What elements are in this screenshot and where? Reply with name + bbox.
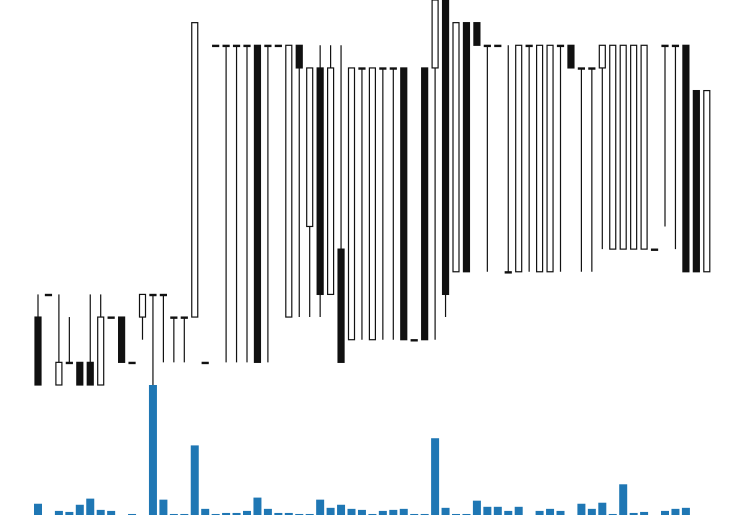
candle-body-down: [422, 68, 428, 340]
candle-body-up: [495, 45, 501, 46]
candle-body-up: [160, 294, 166, 295]
candle-body-up: [275, 45, 281, 46]
candle-body-up: [181, 317, 187, 318]
candle-body-up: [286, 45, 292, 317]
candle-body-up: [537, 45, 543, 271]
candle-body-up: [704, 91, 710, 272]
candle-body-up: [547, 45, 553, 271]
volume-bar: [97, 510, 105, 515]
volume-bar: [546, 509, 554, 515]
volume-bar: [379, 511, 387, 515]
candle-body-down: [683, 45, 689, 271]
candle-body-up: [652, 249, 658, 250]
candle-body-up: [359, 68, 365, 69]
candle-body-down: [474, 23, 480, 46]
candle-body-up: [66, 362, 72, 363]
volume-bar: [400, 509, 408, 515]
candle-body-up: [516, 45, 522, 271]
candle-body-up: [171, 317, 177, 318]
candle-body-up: [589, 68, 595, 69]
candle-body-down: [77, 362, 83, 385]
volume-bar: [494, 507, 502, 515]
candle-body-up: [265, 45, 271, 46]
volume-bar: [191, 445, 199, 515]
volume-bar: [598, 503, 606, 515]
candle-body-up: [599, 45, 605, 68]
candle-body-up: [349, 68, 355, 340]
volume-bar: [588, 509, 596, 515]
candle-body-up: [610, 45, 616, 249]
candle-body-up: [641, 45, 647, 249]
volume-bar: [243, 511, 251, 515]
candle-body-up: [192, 23, 198, 317]
volume-bar: [34, 504, 42, 515]
candle-body-up: [390, 68, 396, 69]
candle-body-down: [35, 317, 41, 385]
volume-bar: [536, 511, 544, 515]
candle-body-up: [558, 45, 564, 46]
candle-body-up: [620, 45, 626, 249]
volume-bar: [557, 511, 565, 515]
volume-bar: [55, 511, 63, 515]
candle-body-down: [254, 45, 260, 362]
volume-bar: [316, 500, 324, 515]
candle-body-up: [244, 45, 250, 46]
volume-bar: [337, 505, 345, 515]
candle-body-up: [526, 45, 532, 46]
volume-bar: [76, 505, 84, 515]
candle-body-down: [401, 68, 407, 340]
volume-bar: [577, 504, 585, 515]
volume-bar: [389, 510, 397, 515]
candle-body-up: [662, 45, 668, 46]
candle-body-up: [56, 362, 62, 385]
candle-body-down: [443, 0, 449, 294]
candle-body-up: [328, 68, 334, 294]
candle-body-down: [119, 317, 125, 362]
volume-bar: [159, 500, 167, 515]
volume-bar: [515, 507, 523, 515]
volume-bar: [431, 438, 439, 515]
volume-bar: [201, 509, 209, 515]
candle-body-up: [307, 68, 313, 227]
candle-body-up: [98, 317, 104, 385]
volume-bar: [264, 509, 272, 515]
volume-bar: [619, 484, 627, 515]
candle-body-down: [296, 45, 302, 68]
candle-body-up: [213, 45, 219, 46]
candle-body-up: [150, 294, 156, 295]
candle-body-up: [631, 45, 637, 249]
volume-bar: [253, 498, 261, 515]
volume-bar: [671, 509, 679, 515]
candle-body-up: [202, 362, 208, 363]
volume-bar: [107, 511, 115, 515]
volume-bar: [682, 508, 690, 515]
candle-body-down: [317, 68, 323, 294]
volume-bar: [348, 509, 356, 515]
candle-body-up: [45, 294, 51, 295]
volume-bar: [442, 508, 450, 515]
candle-body-up: [484, 45, 490, 46]
volume-bar: [86, 499, 94, 515]
candle-body-down: [693, 91, 699, 272]
candle-body-up: [223, 45, 229, 46]
candle-body-up: [672, 45, 678, 46]
volume-bar: [504, 511, 512, 515]
volume-bar: [661, 511, 669, 515]
candle-body-down: [463, 23, 469, 272]
candle-body-up: [108, 317, 114, 318]
candle-body-up: [411, 340, 417, 341]
candle-body-up: [129, 362, 135, 363]
volume-bar: [327, 508, 335, 515]
candle-body-down: [568, 45, 574, 68]
candle-body-up: [432, 0, 438, 68]
candle-body-up: [369, 68, 375, 340]
candle-body-up: [578, 68, 584, 69]
volume-layer: [34, 385, 690, 515]
candle-body-down: [87, 362, 93, 385]
candle-body-up: [380, 68, 386, 69]
volume-bar: [483, 507, 491, 515]
candle-body-down: [338, 249, 344, 362]
volume-bar: [358, 510, 366, 515]
candle-body-up: [234, 45, 240, 46]
volume-bar: [149, 385, 157, 515]
candles-layer: [35, 0, 710, 385]
candle-body-up: [505, 272, 511, 273]
candle-body-up: [140, 294, 146, 317]
candle-body-up: [453, 23, 459, 272]
volume-bar: [473, 501, 481, 515]
